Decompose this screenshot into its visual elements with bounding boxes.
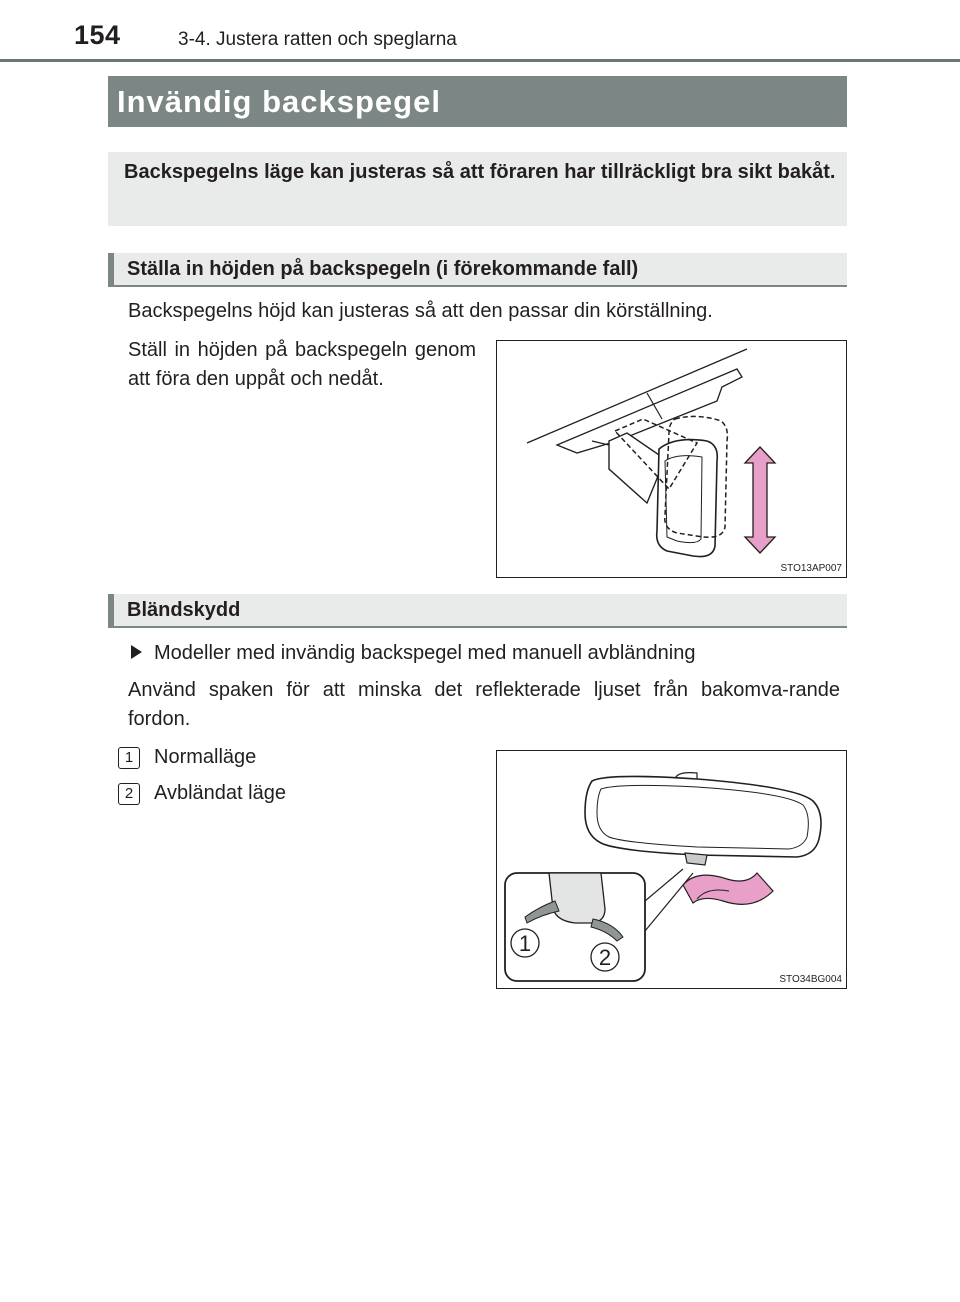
height-paragraph-2: Ställ in höjden på backspegeln genom att föra den uppåt och nedåt. xyxy=(128,339,476,390)
subheading-height-adjust: Ställa in höjden på backspegeln (i förekommande fall) xyxy=(127,258,639,280)
up-down-arrow-icon xyxy=(745,447,775,553)
mirror-height-illustration xyxy=(497,341,847,578)
section-title: Invändig backspegel xyxy=(117,84,441,119)
figure-mirror-height xyxy=(496,340,847,578)
figure-anti-glare xyxy=(496,750,847,989)
header-divider xyxy=(0,59,960,62)
item-label-normal: Normalläge xyxy=(154,746,257,768)
height-paragraph-1: Backspegelns höjd kan justeras så att den passar din körställning. xyxy=(128,300,713,322)
anti-glare-paragraph: Använd spaken för att minska det reflekterade ljuset från bakomva-rande fordon. xyxy=(128,679,840,730)
figure-code-2: STO34BG004 xyxy=(779,974,842,985)
chapter-title: 3-4. Justera ratten och speglarna xyxy=(178,29,457,50)
figure-label-1: 1 xyxy=(518,931,532,956)
item-label-dimmed: Avbländat läge xyxy=(154,782,286,804)
page-number: 154 xyxy=(74,20,121,50)
intro-text: Backspegelns läge kan justeras så att föraren har tillräckligt bra sikt bakåt. xyxy=(124,161,836,183)
item-number-2: 2 xyxy=(118,783,140,805)
anti-glare-bullet: Modeller med invändig backspegel med manuell avbländning xyxy=(154,642,696,664)
anti-glare-illustration xyxy=(497,751,847,989)
figure-label-2: 2 xyxy=(598,945,612,970)
bullet-arrow-icon xyxy=(131,645,142,659)
lever-flip-arrow-icon xyxy=(683,873,773,904)
figure-code-1: STO13AP007 xyxy=(780,563,842,574)
item-number-1: 1 xyxy=(118,747,140,769)
subheading-anti-glare: Bländskydd xyxy=(127,599,241,621)
